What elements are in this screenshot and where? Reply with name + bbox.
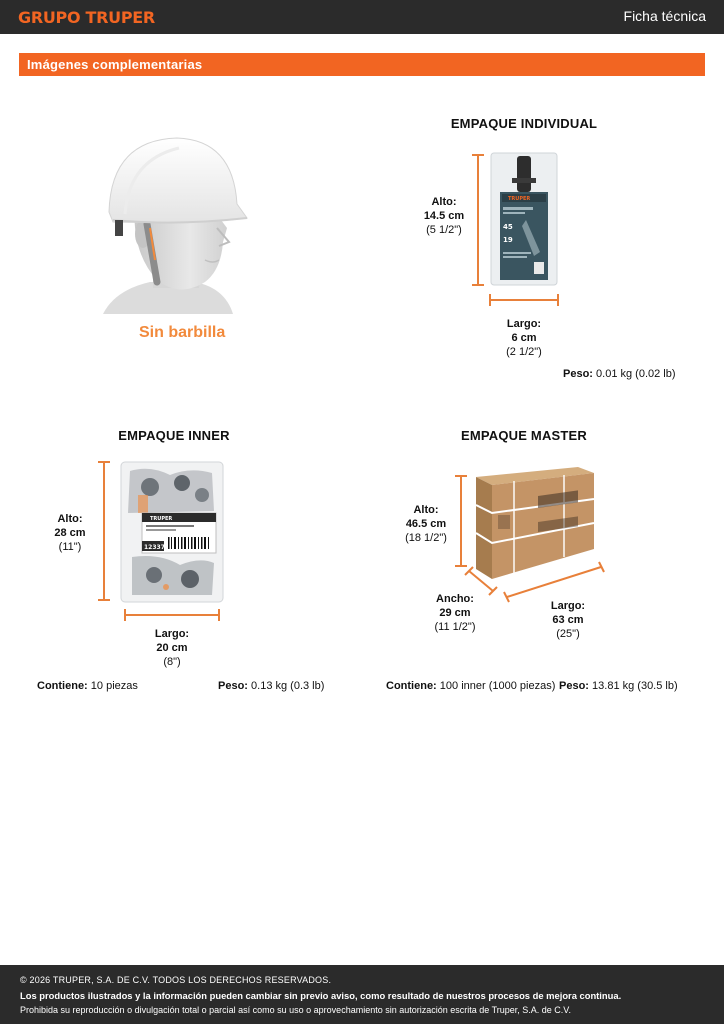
master-contents: Contiene: 100 inner (1000 piezas) bbox=[386, 680, 556, 692]
master-length-label: Largo: 63 cm (25") bbox=[550, 600, 586, 640]
footer-bar bbox=[0, 965, 724, 1024]
top-header-bar bbox=[0, 0, 724, 34]
footer-copyright: © 2026 TRUPER, S.A. DE C.V. TODOS LOS DERECHOS RESERVADOS. bbox=[20, 975, 332, 985]
master-height-dimension-line bbox=[455, 475, 467, 567]
footer-notice: Los productos ilustrados y la información pueden cambiar sin previo aviso, como resultado de nuestros procesos de mejora continua. bbox=[20, 990, 622, 1001]
product-caption: Sin barbilla bbox=[139, 324, 226, 341]
inner-length-dimension-line bbox=[124, 609, 220, 621]
helmet-product-image bbox=[95, 132, 255, 317]
inner-package-title: EMPAQUE INNER bbox=[118, 428, 230, 443]
master-length-dimension-line bbox=[504, 562, 604, 602]
individual-package-number-text: 45 bbox=[503, 223, 513, 231]
inner-package-code-text: 12337 bbox=[144, 544, 165, 551]
individual-length-dimension-line bbox=[489, 294, 559, 306]
individual-weight: Peso: 0.01 kg (0.02 lb) bbox=[563, 368, 676, 380]
individual-package-title: EMPAQUE INDIVIDUAL bbox=[450, 116, 598, 131]
master-width-label: Ancho: 29 cm (11 1/2") bbox=[434, 593, 476, 633]
individual-package-brand-text: TRUPER bbox=[508, 196, 531, 202]
master-weight: Peso: 13.81 kg (30.5 lb) bbox=[559, 680, 678, 692]
section-header-band bbox=[19, 53, 705, 76]
individual-length-label: Largo: 6 cm (2 1/2") bbox=[506, 318, 542, 358]
inner-length-label: Largo: 20 cm (8") bbox=[154, 628, 190, 668]
individual-height-label: Alto: 14.5 cm (5 1/2") bbox=[423, 196, 465, 236]
section-title: Imágenes complementarias bbox=[27, 57, 203, 72]
individual-package-image bbox=[490, 152, 558, 286]
master-package-title: EMPAQUE MASTER bbox=[460, 428, 588, 443]
master-width-dimension-line bbox=[465, 567, 497, 595]
individual-package-code-text: 19 bbox=[503, 236, 513, 244]
brand-logo: GRUPO TRUPER bbox=[18, 8, 155, 27]
master-height-label: Alto: 46.5 cm (18 1/2") bbox=[405, 504, 447, 544]
footer-legal: Prohibida su reproducción o divulgación total o parcial así como su uso o aprovechamiento sin autorización escrita de Truper, S.A. de C.V. bbox=[20, 1005, 571, 1015]
inner-package-image bbox=[120, 461, 224, 603]
document-type-label: Ficha técnica bbox=[623, 8, 706, 24]
inner-contents: Contiene: 10 piezas bbox=[37, 680, 138, 692]
inner-weight: Peso: 0.13 kg (0.3 lb) bbox=[218, 680, 325, 692]
inner-height-label: Alto: 28 cm (11") bbox=[54, 513, 86, 553]
inner-package-brand-text: TRUPER bbox=[150, 516, 173, 522]
